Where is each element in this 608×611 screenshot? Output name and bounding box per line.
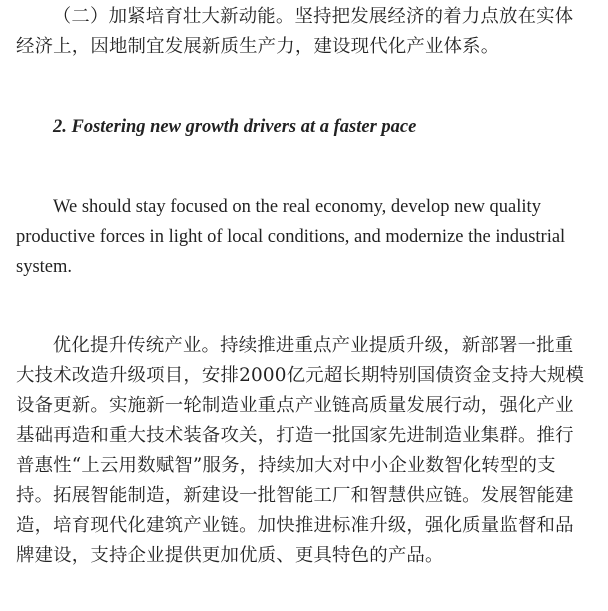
english-section-heading: 2. Fostering new growth drivers at a faster pace [53,117,417,137]
chinese-paragraph-optimize-industries: 优化提升传统产业。持续推进重点产业提质升级，新部署一批重大技术改造升级项目，安排2000亿元超长期特别国债资金支持大规模设备更新。实施新一轮制造业重点产业链高质量发展行动，强化产业基础再造和重大技术装备攻关，打造一批国家先进制造业集群。推行普惠性“上云用数赋智”服务，持续加大对中小企业数智化转型的支持。拓展智能制造，新建设一批智能工厂和智慧供应链。发展智能建造，培育现代化建筑产业链。加快推进标准升级，强化质量监督和品牌建设，支持企业提供更加优质、更具特色的产品。 [16,335,585,566]
chinese-paragraph-section-intro: （二）加紧培育壮大新动能。坚持把发展经济的着力点放在实体经济上，因地制宜发展新质生产力，建设现代化产业体系。 [16,6,574,57]
english-paragraph-section-intro: We should stay focused on the real economy, develop new quality productive forces in light of local conditions, and modernize the industrial system. [16,197,566,277]
